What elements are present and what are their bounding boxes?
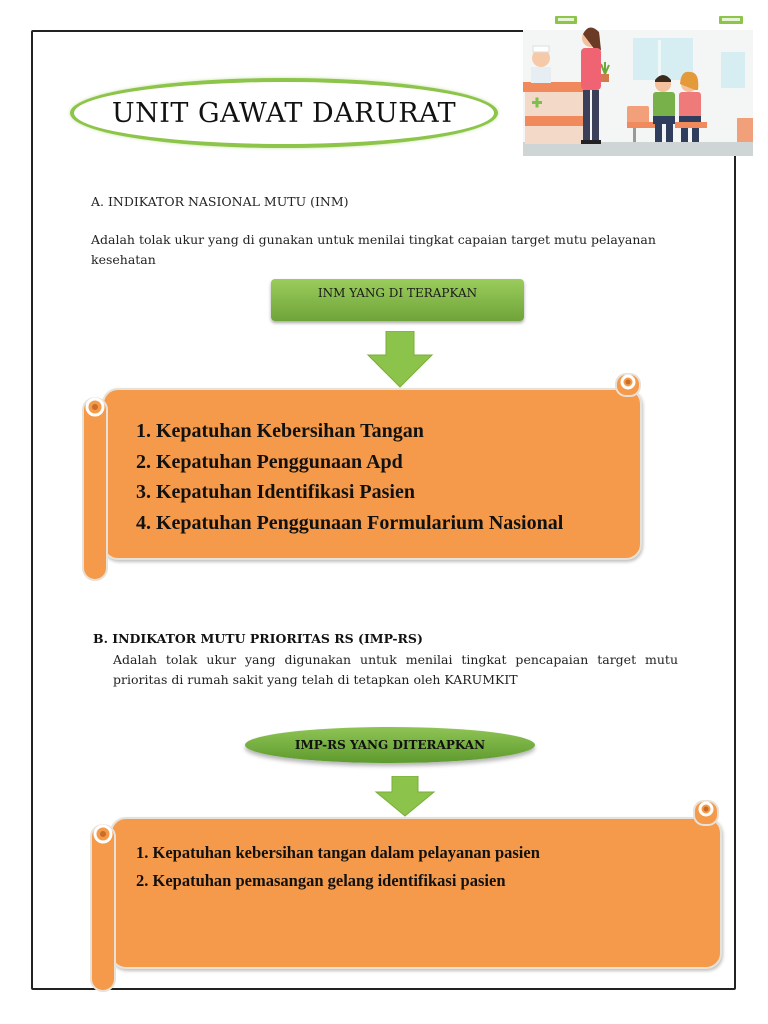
- scroll-left-curl: [80, 388, 112, 584]
- scroll-right-curl: [692, 795, 722, 827]
- section-a-description: Adalah tolak ukur yang di gunakan untuk menilai tingkat capaian target mutu pelayanan kesehatan: [91, 232, 656, 267]
- list-item: 2. Kepatuhan pemasangan gelang identifikasi pasien: [136, 871, 506, 890]
- clinic-reception-illustration: [523, 10, 753, 156]
- list-item: 3. Kepatuhan Identifikasi Pasien: [136, 481, 415, 503]
- imp-rs-label: IMP-RS YANG DITERAPKAN: [294, 738, 486, 752]
- inm-scroll-banner: [80, 368, 644, 582]
- section-b-description: Adalah tolak ukur yang digunakan untuk menilai tingkat pencapaian target mutu prioritas di rumah sakit yang telah di tetapkan oleh KARUMKIT: [113, 652, 678, 687]
- imp-rs-label-oval: [245, 727, 535, 763]
- imp-rs-list: [136, 839, 540, 895]
- section-a-heading: A. INDIKATOR NASIONAL MUTU (INM): [91, 194, 349, 209]
- list-item: 4. Kepatuhan Penggunaan Formularium Nasional: [136, 511, 564, 534]
- scroll-right-curl: [614, 368, 644, 398]
- list-item: 1. Kepatuhan Kebersihan Tangan: [136, 420, 424, 442]
- inm-label: INM YANG DI TERAPKAN: [317, 286, 478, 300]
- section-b-heading: B. INDIKATOR MUTU PRIORITAS RS (IMP-RS): [93, 631, 423, 646]
- list-item: 2. Kepatuhan Penggunaan Apd: [136, 450, 403, 473]
- list-item: 1. Kepatuhan kebersihan tangan dalam pelayanan pasien: [136, 843, 540, 862]
- inm-list: [136, 416, 563, 538]
- scroll-left-curl: [88, 815, 120, 995]
- title-banner: [70, 78, 498, 148]
- imp-rs-scroll-banner: [88, 795, 724, 995]
- inm-label-box: [271, 279, 524, 321]
- page-title: UNIT GAWAT DARURAT: [111, 97, 457, 129]
